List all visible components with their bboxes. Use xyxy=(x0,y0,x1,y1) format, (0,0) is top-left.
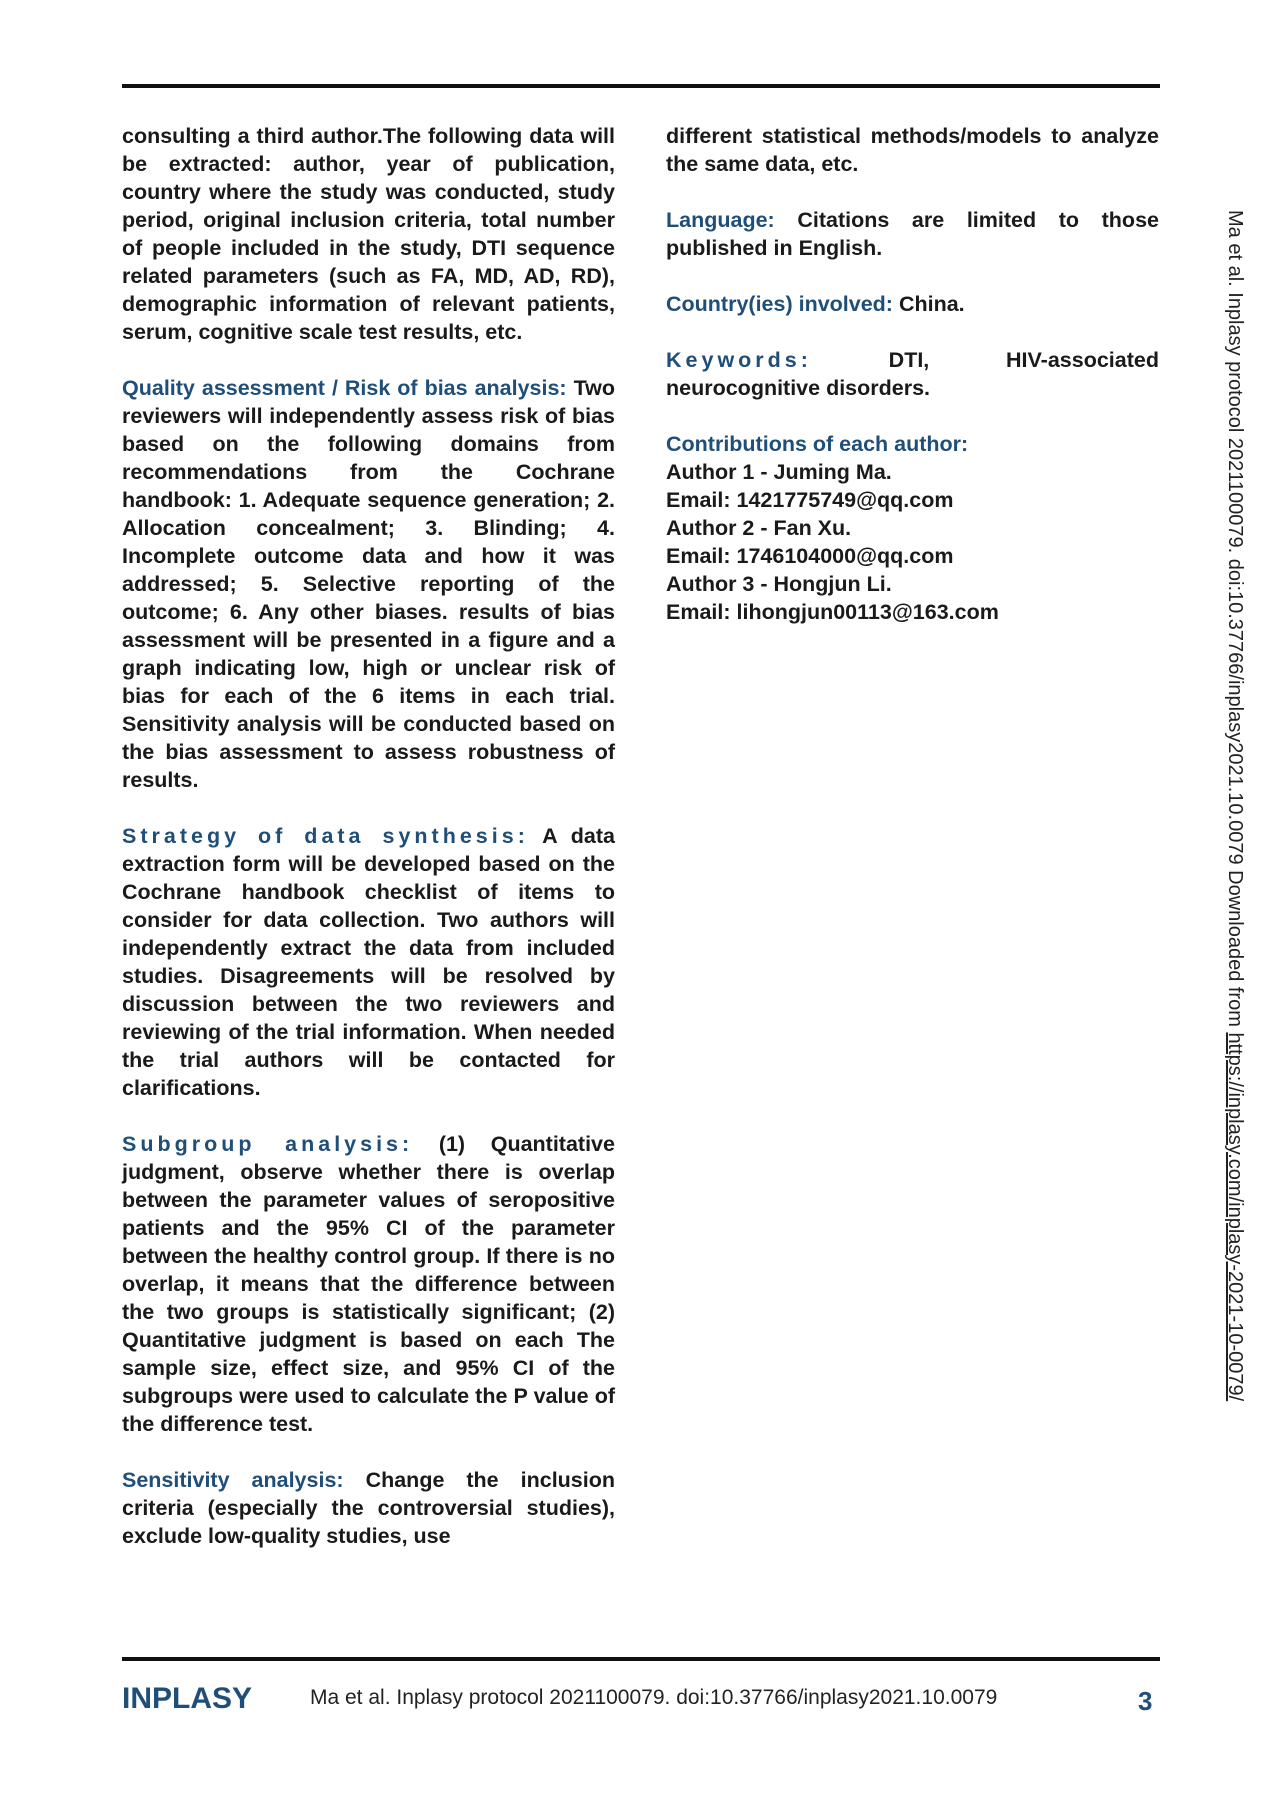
quality-body: Two reviewers will independently assess risk of bias based on the following domains from recommendations from the Cochrane handbook: 1. Adequate sequence generation; 2. Allocation concealment; 3. Blinding; 4. Incomplete outcome data and how it was addressed; 5. Selective reporting of the outcome; 6. Any other biases. results of bias assessment will be presented in a figure and a graph indicating low, high or unclear risk of bias for each of the 6 items in each trial. Sensitivity analysis will be conducted based on the bias assessment to assess robustness of results. xyxy=(122,376,615,792)
side-citation-link[interactable]: https://inplasy.com/inplasy-2021-10-0079/ xyxy=(1224,1032,1246,1402)
quality-heading: Quality assessment / Risk of bias analysis: xyxy=(122,376,567,400)
right-column xyxy=(666,122,1159,654)
author-3-name: Author 3 - Hongjun Li. xyxy=(666,572,892,596)
author-1-name: Author 1 - Juming Ma. xyxy=(666,460,892,484)
intro-paragraph: consulting a third author.The following data will be extracted: author, year of publication, country where the study was conducted, study period, original inclusion criteria, total number of people included in the study, DTI sequence related parameters (such as FA, MD, AD, RD), demographic information of relevant patients, serum, cognitive scale test results, etc. xyxy=(122,124,615,344)
quality-section xyxy=(122,374,615,794)
strategy-body: A data extraction form will be developed based on the Cochrane handbook checklist of items to consider for data collection. Two authors will independently extract the data from included studies. Disagreements will be resolved by discussion between the two reviewers and reviewing of the trial information. When needed the trial authors will be contacted for clarifications. xyxy=(122,824,615,1100)
keywords-section xyxy=(666,346,1159,402)
author-1-email: Email: 1421775749@qq.com xyxy=(666,488,954,512)
side-citation-text: Ma et al. Inplasy protocol 2021100079. doi:10.37766/inplasy2021.10.0079 Downloaded from xyxy=(1224,210,1246,1033)
keywords-heading: Keywords: xyxy=(666,348,812,372)
contributions-section xyxy=(666,430,1159,626)
continued-paragraph: different statistical methods/models to analyze the same data, etc. xyxy=(666,124,1159,176)
contributions-heading: Contributions of each author: xyxy=(666,432,969,456)
footer-citation: Ma et al. Inplasy protocol 2021100079. doi:10.37766/inplasy2021.10.0079 xyxy=(310,1686,998,1709)
sensitivity-body: Change the inclusion criteria (especially the controversial studies), exclude low-quality studies, use xyxy=(122,1468,615,1548)
footer-rule xyxy=(122,1657,1160,1661)
side-citation xyxy=(1223,210,1246,1401)
page-number: 3 xyxy=(1138,1686,1153,1716)
strategy-section xyxy=(122,822,615,1102)
country-heading: Country(ies) involved: xyxy=(666,292,893,316)
footer-brand-logo: INPLASY xyxy=(122,1682,253,1715)
keywords-body: DTI, HIV-associated neurocognitive disorders. xyxy=(666,348,1159,400)
language-section xyxy=(666,206,1159,262)
author-2-name: Author 2 - Fan Xu. xyxy=(666,516,852,540)
language-body: Citations are limited to those published in English. xyxy=(666,208,1159,260)
language-heading: Language: xyxy=(666,208,775,232)
author-3-email: Email: lihongjun00113@163.com xyxy=(666,600,999,624)
author-2-email: Email: 1746104000@qq.com xyxy=(666,544,954,568)
subgroup-section xyxy=(122,1130,615,1438)
sensitivity-section xyxy=(122,1466,615,1550)
sensitivity-heading: Sensitivity analysis: xyxy=(122,1468,344,1492)
country-section xyxy=(666,290,1159,318)
subgroup-heading: Subgroup analysis: xyxy=(122,1132,414,1156)
strategy-heading: Strategy of data synthesis: xyxy=(122,824,529,848)
left-column xyxy=(122,122,615,1578)
country-body: China. xyxy=(898,292,965,316)
header-rule xyxy=(122,84,1160,88)
subgroup-body: (1) Quantitative judgment, observe whether there is overlap between the parameter values of seropositive patients and the 95% CI of the parameter between the healthy control group. If there is no overlap, it means that the difference between the two groups is statistically significant; (2) Quantitative judgment is based on each The sample size, effect size, and 95% CI of the subgroups were used to calculate the P value of the difference test. xyxy=(122,1132,615,1436)
